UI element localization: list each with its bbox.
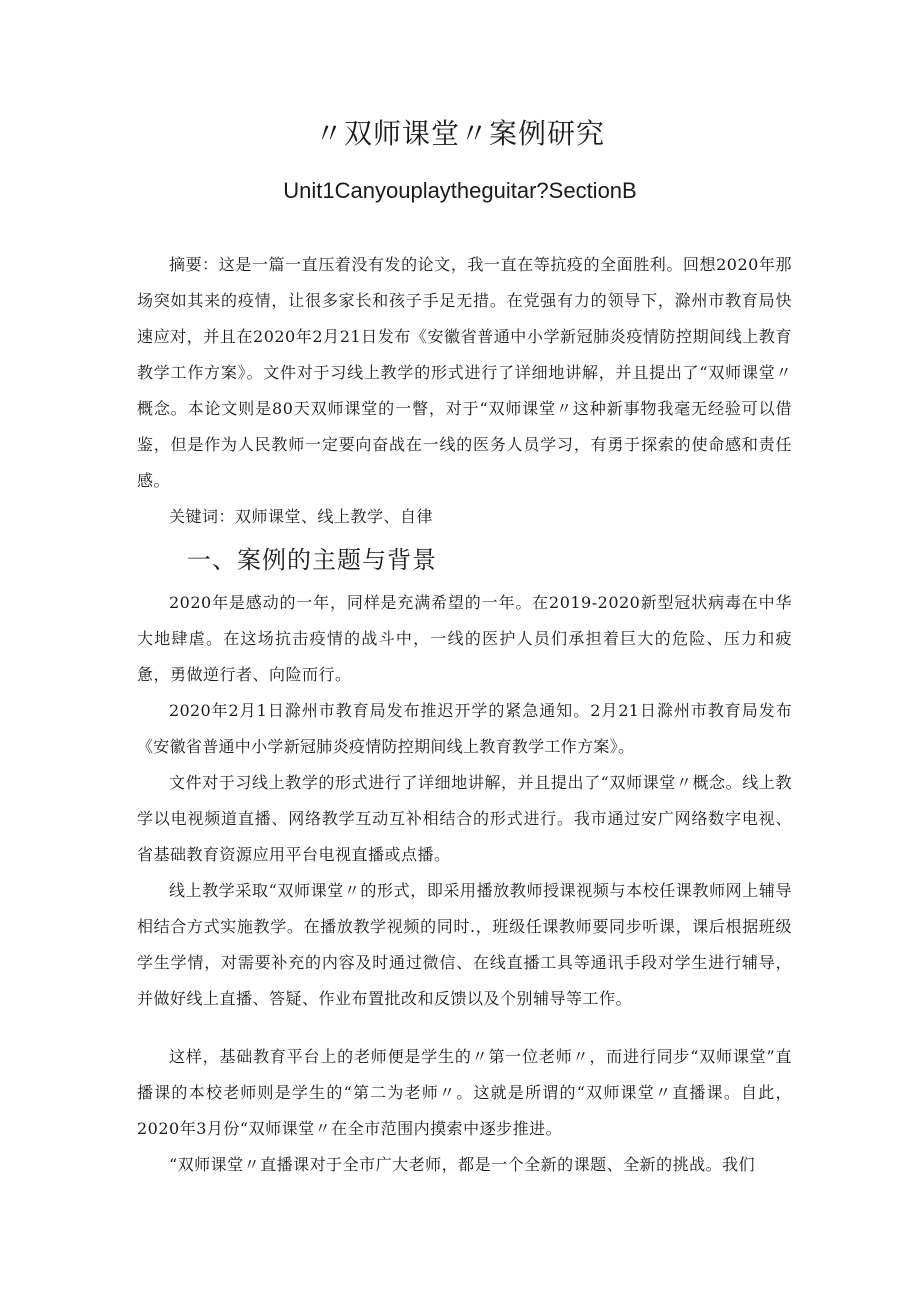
body-paragraph: 线上教学采取“双师课堂〃的形式，即采用播放教师授课视频与本校任课教师网上辅导相结合方式实施教学。在播放教学视频的同时.，班级任课教师要同步听课，课后根据班级学生学情，对需要补充的内容及时通过微信、在线直播工具等通讯手段对学生进行辅导，并做好线上直播、答疑、作业布置批改和反馈以及个别辅导等工作。 (137, 881, 792, 1008)
body-paragraph: 这样，基础教育平台上的老师便是学生的〃第一位老师〃，而进行同步“双师课堂”直播课的本校老师则是学生的“第二为老师〃。这就是所谓的“双师课堂〃直播课。自此，2020年3月份“双师课堂〃在全市范围内摸索中逐步推进。 (137, 1047, 792, 1138)
section-heading: 一、案例的主题与背景 (187, 546, 437, 574)
document-body (137, 247, 792, 1183)
document-subtitle: Unit1Canyouplaytheguitar?SectionB (283, 178, 637, 203)
document-title: 〃双师课堂〃案例研究 (314, 117, 605, 150)
abstract-paragraph: 摘要：这是一篇一直压着没有发的论文，我一直在等抗疫的全面胜利。回想2020年那场突如其来的疫情，让很多家长和孩子手足无措。在党强有力的领导下，滁州市教育局快速应对，并且在2020年2月21日发布《安徽省普通中小学新冠肺炎疫情防控期间线上教育教学工作方案》。文件对于习线上教学的形式进行了详细地讲解，并且提出了“双师课堂〃概念。本论文则是80天双师课堂的一瞥，对于“双师课堂〃这种新事物我毫无经验可以借鉴，但是作为人民教师一定要向奋战在一线的医务人员学习，有勇于探索的使命感和责任感。 (137, 255, 792, 490)
body-paragraph: 2020年2月1日滁州市教育局发布推迟开学的紧急通知。2月21日滁州市教育局发布《安徽省普通中小学新冠肺炎疫情防控期间线上教育教学工作方案》。 (137, 701, 792, 756)
body-paragraph: 文件对于习线上教学的形式进行了详细地讲解，并且提出了“双师课堂〃概念。线上教学以电视频道直播、网络教学互动互补相结合的形式进行。我市通过安广网络数字电视、省基础教育资源应用平台电视直播或点播。 (137, 773, 792, 864)
keywords-paragraph: 关键词：双师课堂、线上教学、自律 (169, 507, 434, 526)
body-paragraph: 2020年是感动的一年，同样是充满希望的一年。在2019-2020新型冠状病毒在中华大地肆虐。在这场抗击疫情的战斗中，一线的医护人员们承担着巨大的危险、压力和疲惫，勇做逆行者、向险而行。 (137, 593, 792, 684)
paragraph-spacer (137, 1017, 792, 1039)
body-paragraph: “双师课堂〃直播课对于全市广大老师，都是一个全新的课题、全新的挑战。我们 (169, 1155, 756, 1174)
